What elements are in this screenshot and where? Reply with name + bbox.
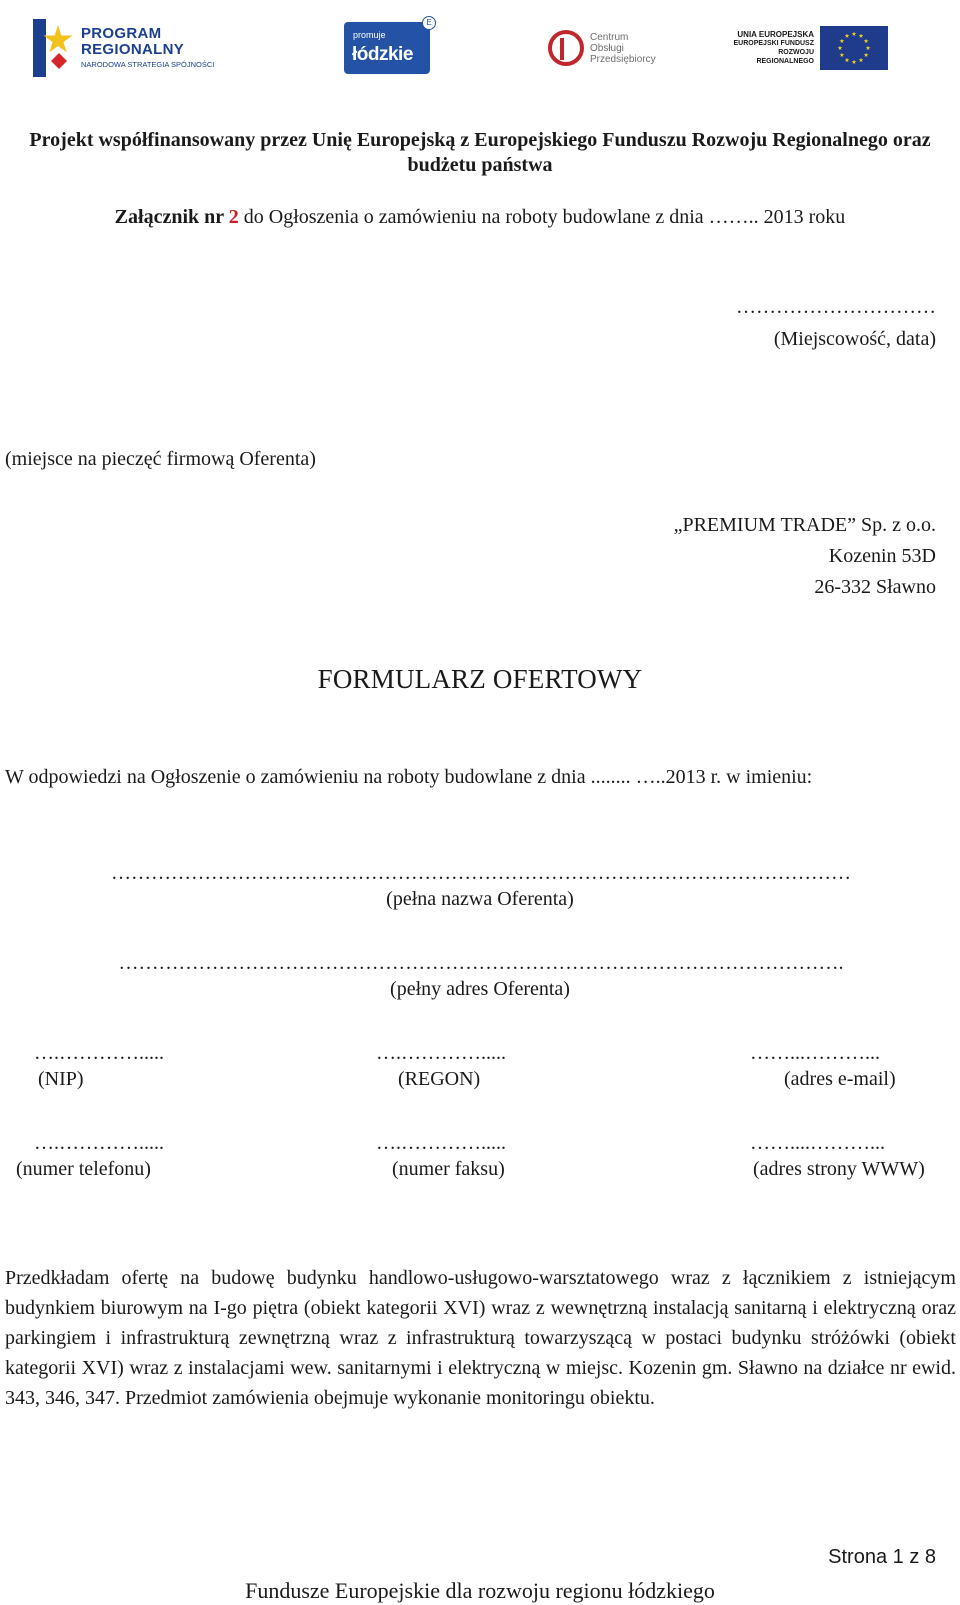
footer-text: Fundusze Europejskie dla rozwoju regionu łódzkiego	[245, 1578, 715, 1603]
full-name-field[interactable]: …………………………………………………………………………………………………	[111, 862, 851, 884]
recipient-line1: „PREMIUM TRADE” Sp. z o.o.	[673, 514, 936, 536]
eu-star-icon	[852, 32, 857, 37]
cofinancing-line2: budżetu państwa	[407, 154, 553, 176]
centrum-line3: Przedsiębiorcy	[590, 53, 656, 65]
recipient-address	[674, 510, 936, 603]
eu-star-icon	[838, 46, 843, 51]
eu-star-icon	[859, 58, 864, 63]
fax-label: (numer faksu)	[392, 1158, 505, 1180]
eu-star-icon	[839, 53, 844, 58]
fax-field[interactable]: ….………….....	[376, 1132, 506, 1154]
full-address-label: (pełny adres Oferenta)	[390, 978, 570, 1000]
eu-star-icon	[852, 60, 857, 65]
promuje-lodzkie-big: łódzkie	[352, 44, 413, 65]
eu-star-icon	[864, 53, 869, 58]
recipient-line3: 26-332 Sławno	[814, 576, 936, 598]
annex-number: 2	[228, 206, 239, 228]
program-regionalny-line2: REGIONALNY	[81, 41, 185, 58]
centrum-obslugi-logo	[548, 16, 658, 80]
program-regionalny-emblem-icon	[33, 19, 73, 77]
form-title: FORMULARZ OFERTOWY	[317, 664, 643, 694]
phone-field[interactable]: ….………….....	[34, 1132, 164, 1154]
place-date-dots: …………………………	[736, 296, 936, 318]
eu-logo	[722, 16, 890, 80]
offer-paragraph: Przedkładam ofertę na budowę budynku handlowo-usługowo-warsztatowego wraz z łącznikiem z istniejącym budynkiem biurowym na I-go piętra (obiekt kategorii XVI) wraz z wewnętrzną instalacją sanitarną i elektryczną oraz parkingiem i infrastrukturą zewnętrzną wraz z infrastrukturą towarzyszącą w postaci budynku stróżówki (obiekt kategorii XVI) wraz z instalacjami wew. sanitarnymi i elektryczną w miejsc. Kozenin gm. Sławno na działce nr ewid. 343, 346, 347. Przedmiot zamówienia obejmuje wykonanie monitoringu obiektu.	[5, 1267, 956, 1409]
page-number: Strona 1 z 8	[828, 1546, 936, 1568]
full-address-field[interactable]: ……………………………………………………………………………………………….	[118, 952, 844, 974]
regon-label: (REGON)	[398, 1068, 481, 1090]
centrum-obslugi-emblem-icon	[548, 30, 584, 66]
annex-line	[0, 206, 960, 229]
website-field[interactable]: ……....………...	[750, 1132, 885, 1154]
program-regionalny-line3: NARODOWA STRATEGIA SPÓJNOŚCI	[81, 60, 215, 69]
eu-star-icon	[839, 39, 844, 44]
annex-bold: Załącznik nr	[114, 206, 229, 228]
email-field[interactable]: ……...………...	[750, 1042, 880, 1064]
cofinancing-header	[0, 128, 960, 178]
recipient-line2: Kozenin 53D	[828, 545, 936, 567]
promuje-lodzkie-logo	[344, 16, 434, 80]
cofinancing-line1: Projekt współfinansowany przez Unię Europejską z Europejskiego Funduszu Rozwoju Regionalnego oraz	[29, 129, 931, 151]
regon-field[interactable]: ….………….....	[376, 1042, 506, 1064]
company-stamp-label: (miejsce na pieczęć firmową Oferenta)	[5, 448, 316, 470]
centrum-line1: Centrum	[590, 31, 629, 43]
program-regionalny-logo	[33, 16, 223, 80]
eu-star-icon	[866, 46, 871, 51]
eu-star-icon	[845, 58, 850, 63]
phone-label: (numer telefonu)	[16, 1158, 151, 1180]
eu-star-icon	[859, 33, 864, 38]
intro-paragraph: W odpowiedzi na Ogłoszenie o zamówieniu na roboty budowlane z dnia ........ …..2013 r. w imieniu:	[5, 766, 813, 788]
nip-field[interactable]: ….………….....	[34, 1042, 164, 1064]
full-name-label: (pełna nazwa Oferenta)	[386, 888, 574, 910]
annex-rest: do Ogłoszenia o zamówieniu na roboty budowlane z dnia …….. 2013 roku	[238, 206, 846, 228]
program-regionalny-line1: PROGRAM	[81, 25, 162, 42]
centrum-line2: Obsługi	[590, 42, 624, 54]
place-date-label: (Miejscowość, data)	[773, 328, 936, 350]
eu-line2: EUROPEJSKI FUNDUSZ	[733, 40, 814, 47]
eu-line1: UNIA EUROPEJSKA	[737, 30, 814, 39]
eu-star-icon	[864, 39, 869, 44]
eu-line3: ROZWOJU REGIONALNEGO	[756, 49, 814, 65]
eu-flag-icon	[820, 26, 888, 70]
eu-star-icon	[845, 33, 850, 38]
nip-label: (NIP)	[38, 1068, 84, 1090]
email-label: (adres e-mail)	[784, 1068, 896, 1090]
promuje-lodzkie-e-mark: E	[422, 16, 436, 30]
promuje-lodzkie-small: promuje	[353, 30, 386, 40]
website-label: (adres strony WWW)	[753, 1158, 925, 1180]
